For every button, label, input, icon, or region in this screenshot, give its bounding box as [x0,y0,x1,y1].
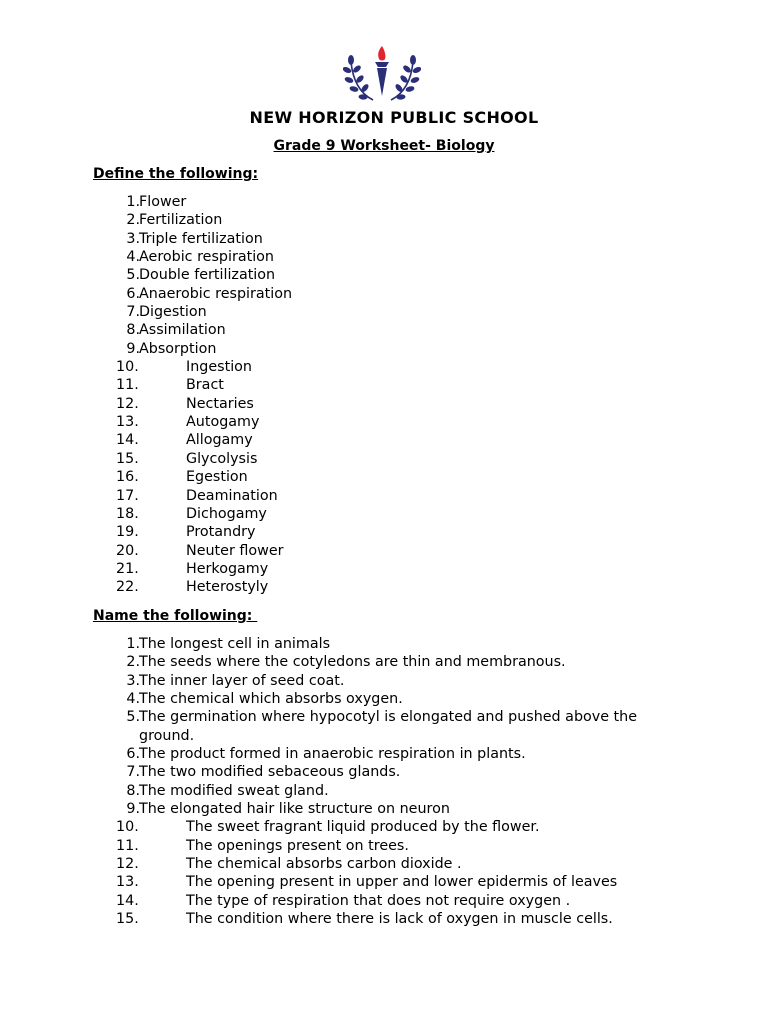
list-item-number: 22. [116,579,139,596]
list-item [0,376,768,394]
list-item [0,303,768,321]
list-item [0,892,768,910]
list-item-number: 6. [126,746,140,763]
list-item-number: 1. [126,194,140,210]
list-item-text: The germination where hypocotyl is elongated and pushed above the ground. [139,709,638,744]
list-item [0,542,768,560]
list-item-number: 9. [126,340,140,357]
list-item-number: 12. [116,395,139,412]
list-item-text: The modified sweat gland. [139,782,329,799]
list-item-number: 16. [116,469,139,486]
name-section-heading: Name the following: [93,608,258,624]
list-item-number: 19. [116,524,139,541]
list-item-text: Flower [139,194,187,210]
list-item-number: 3. [126,672,140,689]
list-item-text: The elongated hair like structure on neuron [139,801,450,818]
list-item-number: 8. [126,782,140,799]
list-item [0,763,768,781]
list-item-text: The chemical absorbs carbon dioxide . [186,856,462,873]
list-item-number: 2. [126,654,140,671]
list-item [0,395,768,413]
list-item-text: Nectaries [186,395,254,412]
list-item [0,523,768,541]
list-item-text: The opening present in upper and lower epidermis of leaves [186,874,618,891]
list-item [0,230,768,248]
list-item-text: Heterostyly [186,579,269,596]
torch-laurel-logo-icon [343,44,421,106]
list-item-text: Dichogamy [186,505,267,522]
list-item-number: 18. [116,505,139,522]
list-item-number: 10. [116,359,139,376]
list-item-text: Aerobic respiration [139,249,274,266]
list-item [0,578,768,596]
list-item [0,635,768,653]
list-item [0,800,768,818]
list-item-text: The product formed in anaerobic respiration in plants. [139,746,526,763]
list-item [0,837,768,855]
list-item-text: The condition where there is lack of oxygen in muscle cells. [186,911,613,928]
list-item-number: 9. [126,801,140,818]
list-item [0,745,768,763]
list-item [0,321,768,339]
list-item [0,211,768,229]
list-item-text: Digestion [139,304,207,321]
list-item [0,672,768,690]
list-item [0,340,768,358]
list-item-number: 15. [116,450,139,467]
list-item-number: 4. [126,249,140,266]
list-item-text: Fertilization [139,212,223,229]
list-item-number: 7. [126,764,140,781]
define-section-heading: Define the following: [93,166,259,182]
list-item [0,468,768,486]
school-name: NEW HORIZON PUBLIC SCHOOL [249,108,539,127]
list-item [0,266,768,284]
list-item-number: 11. [116,377,139,394]
list-item-number: 15. [116,911,139,928]
name-list [0,635,768,929]
list-item-number: 14. [116,892,139,909]
list-item-text: The type of respiration that does not require oxygen . [186,892,571,909]
list-item-number: 4. [126,691,140,708]
list-item [0,413,768,431]
list-item-number: 17. [116,487,139,504]
list-item-text: Bract [186,377,224,394]
list-item [0,708,768,745]
list-item-number: 12. [116,856,139,873]
list-item-number: 7. [126,304,140,321]
list-item [0,193,768,211]
list-item [0,285,768,303]
list-item [0,873,768,891]
list-item-text: Double fertilization [139,267,276,284]
list-item-text: The sweet fragrant liquid produced by the flower. [186,819,540,836]
list-item-number: 20. [116,542,139,559]
list-item-text: The inner layer of seed coat. [139,672,345,689]
list-item-number: 13. [116,874,139,891]
list-item-number: 8. [126,322,140,339]
list-item [0,818,768,836]
list-item [0,855,768,873]
list-item-text: Protandry [186,524,256,541]
list-item-text: Allogamy [186,432,253,449]
list-item-text: Triple fertilization [139,230,263,247]
list-item-text: The chemical which absorbs oxygen. [139,691,403,708]
list-item-number: 2. [126,212,140,229]
list-item-text: Herkogamy [186,560,269,577]
list-item-text: The two modified sebaceous glands. [139,764,401,781]
list-item-number: 21. [116,560,139,577]
list-item-number: 6. [126,285,140,302]
list-item-text: The seeds where the cotyledons are thin and membranous. [139,654,566,671]
list-item-text: Ingestion [186,359,252,376]
list-item [0,450,768,468]
list-item-text: Assimilation [139,322,226,339]
list-item-number: 13. [116,414,139,431]
list-item [0,487,768,505]
list-item-number: 11. [116,837,139,854]
list-item-text: Deamination [186,487,278,504]
list-item-text: Anaerobic respiration [139,285,293,302]
list-item [0,431,768,449]
list-item [0,910,768,928]
list-item [0,653,768,671]
list-item-text: Glycolysis [186,450,258,467]
list-item [0,248,768,266]
list-item-number: 5. [126,709,140,726]
list-item [0,505,768,523]
list-item [0,358,768,376]
define-list [0,193,768,597]
list-item [0,560,768,578]
list-item-number: 10. [116,819,139,836]
list-item-number: 5. [126,267,140,284]
list-item-text: Absorption [139,340,217,357]
list-item-number: 1. [126,636,140,652]
list-item-number: 14. [116,432,139,449]
list-item-text: Neuter flower [186,542,284,559]
worksheet-title: Grade 9 Worksheet- Biology [273,138,495,154]
list-item-text: Autogamy [186,414,260,431]
list-item [0,782,768,800]
list-item-text: The openings present on trees. [186,837,409,854]
list-item-text: Egestion [186,469,248,486]
list-item-text: The longest cell in animals [139,636,331,652]
list-item [0,690,768,708]
list-item-number: 3. [126,230,140,247]
